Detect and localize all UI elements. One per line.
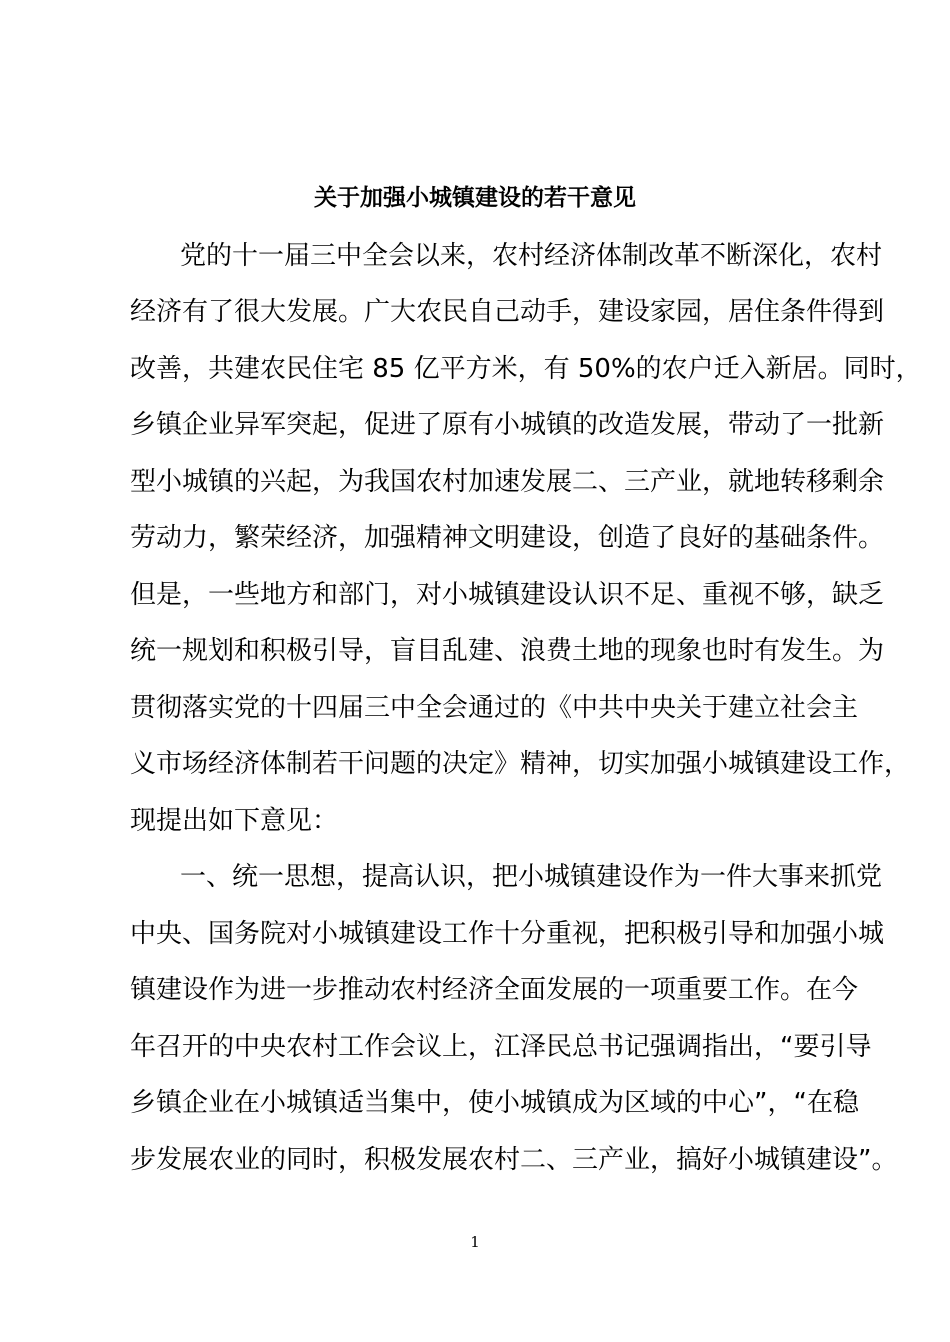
page-number: 1 <box>470 1233 480 1251</box>
paragraph-line: 改善，共建农民住宅 85 亿平方米，有 50%的农户迁入新居。同时， <box>130 354 922 384</box>
paragraph-line: 步发展农业的同时，积极发展农村二、三产业，搞好小城镇建设”。 <box>130 1145 898 1175</box>
paragraph-line: 型小城镇的兴起，为我国农村加速发展二、三产业，就地转移剩余 <box>130 467 885 497</box>
paragraph-line: 统一规划和积极引导，盲目乱建、浪费土地的现象也时有发生。为 <box>130 636 885 666</box>
paragraph-line: 但是，一些地方和部门，对小城镇建设认识不足、重视不够，缺乏 <box>130 580 885 610</box>
paragraph-line: 中央、国务院对小城镇建设工作十分重视，把积极引导和加强小城 <box>130 919 885 949</box>
paragraph-line: 党的十一届三中全会以来，农村经济体制改革不断深化，农村 <box>180 241 883 271</box>
paragraph-line: 贯彻落实党的十四届三中全会通过的《中共中央关于建立社会主 <box>130 693 859 723</box>
paragraph-line: 义市场经济体制若干问题的决定》精神，切实加强小城镇建设工作， <box>130 749 911 779</box>
paragraph-line: 乡镇企业在小城镇适当集中，使小城镇成为区域的中心”，“在稳 <box>130 1088 859 1118</box>
paragraph-line: 经济有了很大发展。广大农民自己动手，建设家园，居住条件得到 <box>130 297 885 327</box>
section-heading-line: 一、统一思想，提高认识，把小城镇建设作为一件大事来抓党 <box>180 862 883 892</box>
paragraph-line: 现提出如下意见： <box>130 806 339 836</box>
paragraph-line: 镇建设作为进一步推动农村经济全面发展的一项重要工作。在今 <box>130 975 859 1005</box>
paragraph-line: 乡镇企业异军突起，促进了原有小城镇的改造发展，带动了一批新 <box>130 410 885 440</box>
paragraph-line: 劳动力，繁荣经济，加强精神文明建设，创造了良好的基础条件。 <box>130 523 885 553</box>
paragraph-line: 年召开的中央农村工作会议上，江泽民总书记强调指出，“要引导 <box>130 1032 872 1062</box>
document-title: 关于加强小城镇建设的若干意见 <box>314 185 636 211</box>
